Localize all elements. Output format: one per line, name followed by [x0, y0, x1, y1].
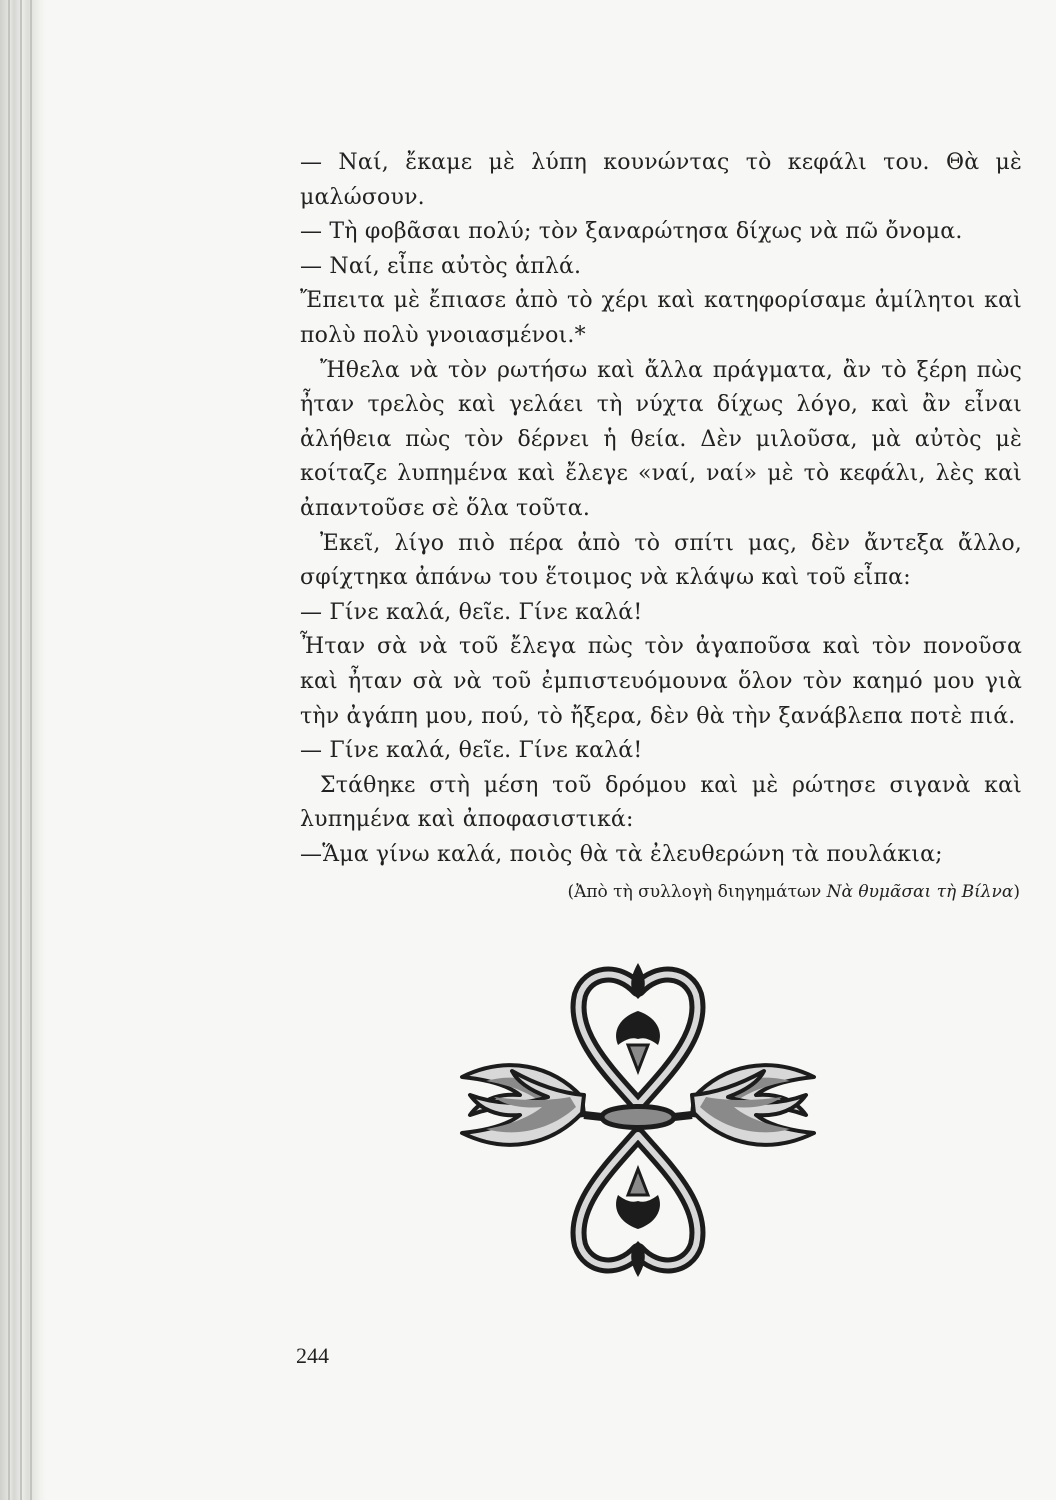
- page-edge-line: [30, 0, 32, 1500]
- fleur-de-lis-scroll-ornament-icon: [452, 955, 824, 1285]
- page-edge: [0, 0, 46, 1500]
- paragraph: — Γίνε καλά, θεῖε. Γίνε καλά!: [300, 738, 643, 764]
- main-text: [300, 146, 1022, 872]
- source-prefix: (Ἀπὸ τὴ συλλογὴ διηγημάτων: [567, 882, 827, 902]
- paragraph: Στάθηκε στὴ μέση τοῦ δρόμου καὶ μὲ ρώτησε σιγανὰ καὶ λυπημένα καὶ ἀποφασιστικά:: [300, 772, 1022, 833]
- paragraph: — Ναί, ἔκαμε μὲ λύπη κουνώντας τὸ κεφάλι του. Θὰ μὲ μαλώσουν.: [300, 150, 1022, 210]
- paragraph: Ἐκεῖ, λίγο πιὸ πέρα ἀπὸ τὸ σπίτι μας, δὲν ἄντεξα ἄλλο, σφίχτηκα ἀπάνω του ἕτοιμος νὰ κλάψω καὶ τοῦ εἶπα:: [300, 530, 1022, 591]
- paragraph: — Ναί, εἶπε αὐτὸς ἁπλά.: [300, 253, 582, 279]
- page-edge-line: [20, 0, 22, 1500]
- paragraph: Ἤθελα νὰ τὸν ρωτήσω καὶ ἄλλα πράγματα, ἂν τὸ ξέρη πὼς ἦταν τρελὸς καὶ γελάει τὴ νύχτα δίχως λόγο, καὶ ἂν εἶναι ἀλήθεια πὼς τὸν δέρνει ἡ θεία. Δὲν μιλοῦσα, μὰ αὐτὸς μὲ κοίταζε λυπημένα καὶ ἔλεγε «ναί, ναί» μὲ τὸ κεφάλι, λὲς καὶ ἀπαντοῦσε σὲ ὅλα τοῦτα.: [300, 357, 1022, 521]
- source-title: Νὰ θυμᾶσαι τὴ Βίλνα: [826, 882, 1014, 902]
- paragraph: — Γίνε καλά, θεῖε. Γίνε καλά!: [300, 599, 643, 625]
- page-edge-line: [8, 0, 10, 1500]
- source-suffix: ): [1013, 882, 1020, 902]
- paragraph: Ἦταν σὰ νὰ τοῦ ἔλεγα πὼς τὸν ἀγαποῦσα καὶ τὸν πονοῦσα καὶ ἦταν σὰ νὰ τοῦ ἐμπιστευόμουνα ὅλον τὸν καημό μου γιὰ τὴν ἀγάπη μου, πού, τὸ ἤξερα, δὲν θὰ τὴν ξανάβλεπα ποτὲ πιά.: [300, 634, 1022, 729]
- page-number: 244: [296, 1343, 329, 1368]
- paragraph: —Ἅμα γίνω καλά, ποιὸς θὰ τὰ ἐλευθερώνη τὰ πουλάκια;: [300, 841, 943, 867]
- paragraph: — Τὴ φοβᾶσαι πολύ; τὸν ξαναρώτησα δίχως νὰ πῶ ὄνομα.: [300, 219, 963, 245]
- paragraph: Ἔπειτα μὲ ἔπιασε ἀπὸ τὸ χέρι καὶ κατηφορίσαμε ἀμίλητοι καὶ πολὺ πολὺ γνοιασμένοι.*: [300, 288, 1022, 348]
- source-citation: [567, 880, 1020, 904]
